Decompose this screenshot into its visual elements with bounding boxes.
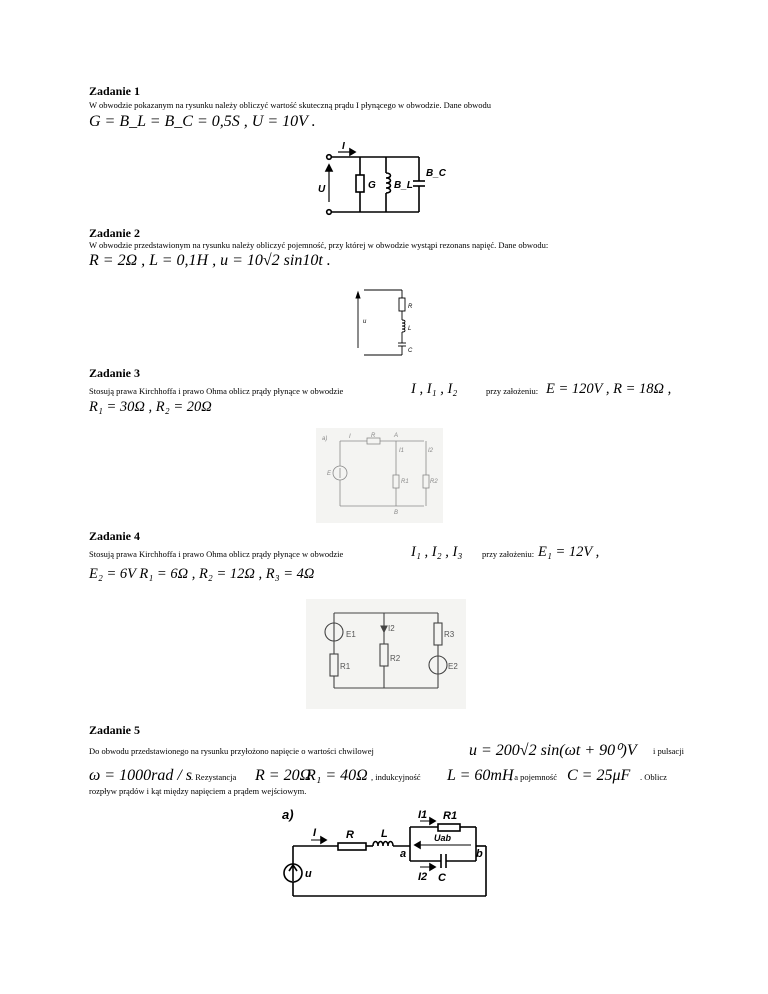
z1-data: G = B_L = B_C = 0,5S , U = 10V . [89, 113, 316, 130]
z3-label-R2: R2 [430, 479, 438, 485]
z3-label-E: E [327, 471, 332, 477]
z1-label-BL: B_L [394, 180, 413, 191]
z2-label-u: u [363, 319, 367, 325]
z3-label-a: a) [322, 436, 328, 442]
z5-label-a: a) [282, 807, 294, 822]
z5-circuit-diagram [278, 805, 493, 900]
z5-label-I2: I2 [418, 871, 428, 883]
z4-assumption: przy założeniu: [482, 549, 535, 559]
z3-assumption: przy założeniu: [486, 386, 539, 396]
z2-title: Zadanie 2 [89, 226, 141, 240]
z4-circuit-photo [306, 599, 466, 709]
z5-u: u = 200√2 sin(ωt + 90⁰)V [469, 742, 637, 759]
z4-label-E1: E1 [346, 630, 356, 639]
z1-title: Zadanie 1 [89, 84, 141, 98]
z3-label-R: R [371, 433, 376, 439]
z1-label-I: I [342, 141, 345, 152]
z2-circuit-diagram [350, 280, 420, 360]
z3-title: Zadanie 3 [89, 366, 141, 380]
z3-label-I2: I2 [428, 448, 434, 454]
z4-data2: E₂ = 6V R₁ = 6Ω , R₂ = 12Ω , R₃ = 4Ω [89, 566, 315, 582]
z5-L: L = 60mH [447, 767, 514, 784]
z5-title: Zadanie 5 [89, 723, 141, 737]
z2-label-R: R [408, 304, 413, 310]
z5-label-b-node: b [476, 848, 483, 860]
z5-text2: rozpływ prądów i kąt między napięciem a prądem wejściowym. [89, 786, 307, 796]
z5-R: R = 20Ω [255, 767, 312, 784]
z3-label-R1: R1 [401, 479, 409, 485]
z5-label-C: C [438, 872, 446, 884]
z4-label-E2: E2 [448, 662, 458, 671]
z1-label-BC: B_C [426, 168, 447, 179]
z5-omega: ω = 1000rad / s [89, 767, 192, 784]
z1-label-U: U [318, 184, 326, 195]
z3-label-I: I [349, 434, 351, 440]
z5-ind: , indukcyjność [371, 772, 421, 782]
z3-currents: I , I₁ , I₂ [411, 381, 458, 397]
z5-label-R: R [346, 829, 354, 841]
z4-text: Stosują prawa Kirchhoffa i prawo Ohma oblicz prądy płynące w obwodzie [89, 549, 344, 559]
z1-circuit-diagram [318, 140, 448, 220]
z4-label-R1: R1 [340, 662, 351, 671]
z1-text: W obwodzie pokazanym na rysunku należy obliczyć wartość skuteczną prądu I płynącego w obwodzie. Dane obwodu [89, 100, 492, 110]
z3-label-A: A [394, 433, 399, 439]
z5-label-R1: R1 [443, 810, 458, 822]
z5-R1: R₁ = 40Ω [306, 767, 368, 784]
z5-text1: Do obwodu przedstawionego na rysunku przyłożono napięcie o wartości chwilowej [89, 746, 374, 756]
z2-data: R = 2Ω , L = 0,1H , u = 10√2 sin10t . [89, 252, 331, 269]
z5-label-Uab: Uab [434, 833, 452, 843]
z3-label-I1: I1 [399, 448, 405, 454]
z3-data2: R₁ = 30Ω , R₂ = 20Ω [89, 399, 212, 415]
z5-poj: , a pojemność [510, 772, 557, 782]
z5-rez: . Rezystancja [191, 772, 237, 782]
z4-title: Zadanie 4 [89, 529, 141, 543]
z5-pulsacji: i pulsacji [653, 746, 684, 756]
z4-data1: E₁ = 12V , [538, 544, 600, 560]
z4-label-I2: I2 [388, 624, 395, 633]
z5-C: C = 25μF [567, 767, 631, 784]
z4-label-R2: R2 [390, 654, 401, 663]
z2-label-C: C [408, 348, 413, 354]
z5-label-I: I [313, 827, 317, 839]
z1-label-G: G [368, 180, 376, 191]
z5-label-a-node: a [400, 848, 407, 860]
z5-label-u: u [305, 868, 312, 880]
z5-label-I1: I1 [418, 809, 428, 821]
z4-label-R3: R3 [444, 630, 455, 639]
z3-label-B: B [394, 510, 399, 516]
z5-oblicz: . Oblicz [640, 772, 667, 782]
z2-text: W obwodzie przedstawionym na rysunku należy obliczyć pojemność, przy której w obwodzie wystąpi rezonans napięć. Dane obwodu: [89, 240, 549, 250]
z3-text: Stosują prawa Kirchhoffa i prawo Ohma oblicz prądy płynące w obwodzie [89, 386, 344, 396]
z5-label-L: L [381, 828, 388, 840]
z4-currents: I₁ , I₂ , I₃ [411, 544, 463, 560]
z3-data1: E = 120V , R = 18Ω , [546, 381, 672, 397]
z3-circuit-photo [316, 428, 443, 523]
z2-label-L: L [408, 326, 412, 332]
